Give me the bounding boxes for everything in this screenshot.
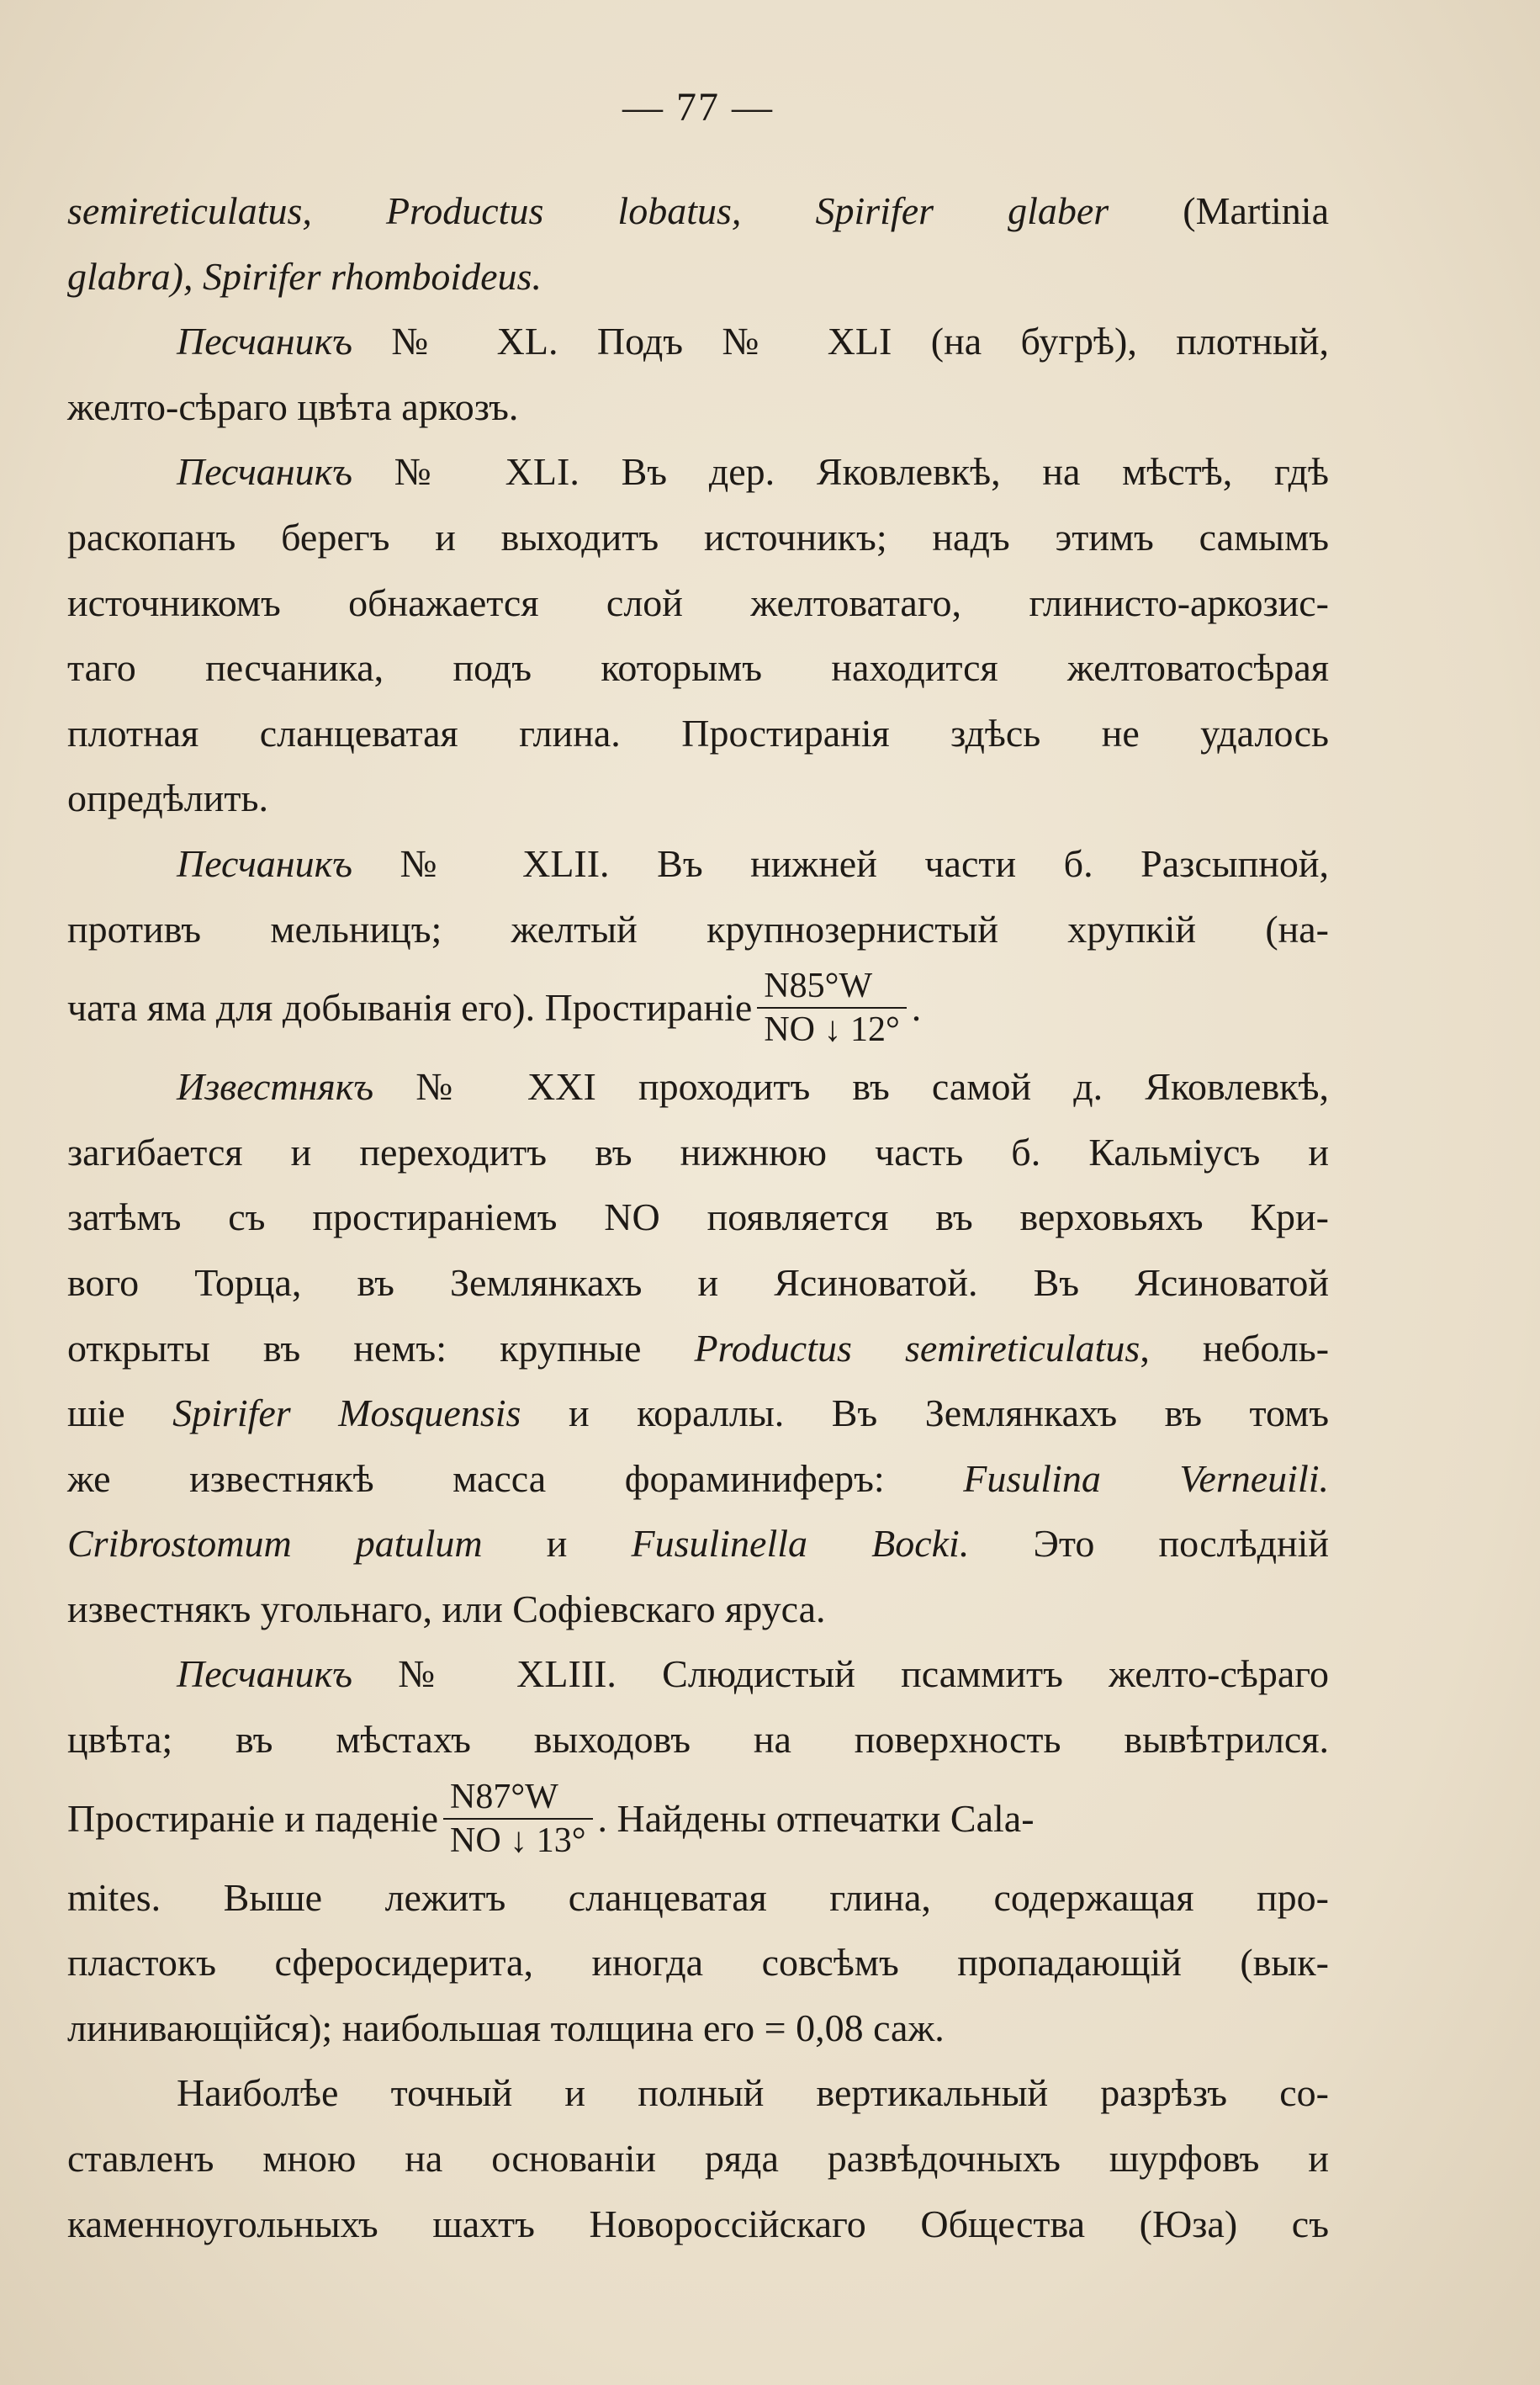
text-line [67,439,1329,505]
text-run: и [482,1522,632,1566]
text-run: и кораллы. Въ Землянкахъ въ томъ [521,1391,1330,1435]
text-run: шіе [67,1391,125,1435]
strike-value: N85°W [764,967,873,1006]
text-line: загибается и переходитъ въ нижнюю часть б. Кальміусъ и [67,1130,1329,1174]
italic-species-names: Fusulina Verneuili. [963,1456,1330,1500]
text-line: mites. Выше лежитъ сланцеватая глина, содержащая про- [67,1875,1329,1919]
text-line: затѣмъ съ простираніемъ NO появляется въ верховьяхъ Кри- [67,1195,1329,1239]
text-line [67,178,1329,244]
text-line: известнякъ угольнаго, или Софіевскаго яруса. [67,1587,826,1630]
text-line [67,1446,1329,1512]
text-line: раскопанъ берегъ и выходитъ источникъ; надъ этимъ самымъ [67,515,1329,559]
rock-type-label: Песчаникъ [177,450,352,494]
italic-species-names: Fusulinella Bocki. [631,1522,970,1566]
text-run: . Найдены отпечатки Cala- [597,1796,1035,1840]
paragraph [67,831,1329,1054]
text-run: . [911,986,922,1030]
text-line [67,1316,1329,1381]
text-line: линивающійся); наибольшая толщина его = 0,08 саж. [67,2006,945,2049]
paragraph [67,178,1329,309]
rock-type-label: Песчаникъ [177,1652,352,1696]
text-line [67,1641,1329,1707]
text-run: № XLI. Въ дер. Яковлевкѣ, на мѣстѣ, гдѣ [352,450,1329,494]
text-run: , неболь- [1140,1326,1330,1370]
dip-value: NO ↓ 13° [443,1818,592,1860]
italic-species-names: Spirifer Mosquensis [172,1391,521,1435]
italic-species-names: semireticulatus, Productus lobatus, Spirifer glaber [67,189,1109,232]
text-line [67,309,1329,374]
strike-dip-fraction [757,967,906,1049]
page-number: — 77 — [622,85,774,130]
text-run: № XXI проходитъ въ самой д. Яковлевкѣ, [373,1065,1329,1109]
text-line: плотная сланцеватая глина. Простиранія здѣсь не удалось [67,711,1329,755]
text-line: каменноугольныхъ шахтъ Новороссійскаго Общества (Юза) съ [67,2202,1329,2245]
italic-species-names: Productus semireticulatus [694,1326,1140,1370]
page-body [67,178,1329,2256]
text-line: таго песчаника, подъ которымъ находится желтоватосѣрая [67,646,1329,690]
italic-species-names: glabra), Spirifer rhomboideus. [67,254,542,298]
text-run: № XL. Подъ № XLI (на бугрѣ), плотный, [352,320,1329,363]
text-run: (Martinia [1183,189,1329,232]
text-line [67,1381,1329,1446]
text-line: противъ мельницъ; желтый крупнозернистый хрупкій (на- [67,907,1329,951]
text-line-with-fraction [67,962,1329,1054]
text-run: чата яма для добыванія его). Простираніе [67,986,753,1030]
italic-species-names: Cribrostomum patulum [67,1522,483,1566]
text-line [67,244,1329,310]
text-line [67,831,1329,897]
text-line: вого Торца, въ Землянкахъ и Ясиноватой. Въ Ясиноватой [67,1260,1329,1304]
text-run: № XLIII. Слюдистый псаммитъ желто-сѣраго [352,1652,1329,1696]
text-line: цвѣта; въ мѣстахъ выходовъ на поверхность вывѣтрился. [67,1718,1329,1762]
text-run: Это послѣдній [969,1522,1329,1566]
rock-type-label: Песчаникъ [177,320,352,363]
text-run: же известнякѣ масса фораминиферъ: [67,1456,885,1500]
text-line [67,1054,1329,1120]
text-line: опредѣлить. [67,776,268,820]
paragraph [67,439,1329,831]
strike-dip-fraction [443,1778,592,1860]
text-line: Наиболѣе точный и полный вертикальный разрѣзъ со- [177,2071,1329,2115]
text-line: пластокъ сферосидерита, иногда совсѣмъ пропадающій (вык- [67,1941,1329,1985]
text-run: открыты въ немъ: крупные [67,1326,642,1370]
paragraph [67,1641,1329,2060]
dip-value: NO ↓ 12° [757,1007,906,1049]
text-line: желто-сѣраго цвѣта аркозъ. [67,384,519,428]
text-run: № XLII. Въ нижней части б. Разсыпной, [352,841,1329,885]
text-line: ставленъ мною на основаніи ряда развѣдочныхъ шурфовъ и [67,2137,1329,2181]
paragraph [67,1054,1329,1641]
text-run: Простираніе и паденіе [67,1796,439,1840]
text-line-with-fraction [67,1773,1329,1865]
paragraph [67,2060,1329,2256]
rock-type-label: Песчаникъ [177,841,352,885]
rock-type-label: Известнякъ [177,1065,374,1109]
strike-value: N87°W [450,1777,558,1816]
text-line [67,1511,1329,1577]
paragraph [67,309,1329,439]
text-line: источникомъ обнажается слой желтоватаго, глинисто-аркозис- [67,580,1329,624]
